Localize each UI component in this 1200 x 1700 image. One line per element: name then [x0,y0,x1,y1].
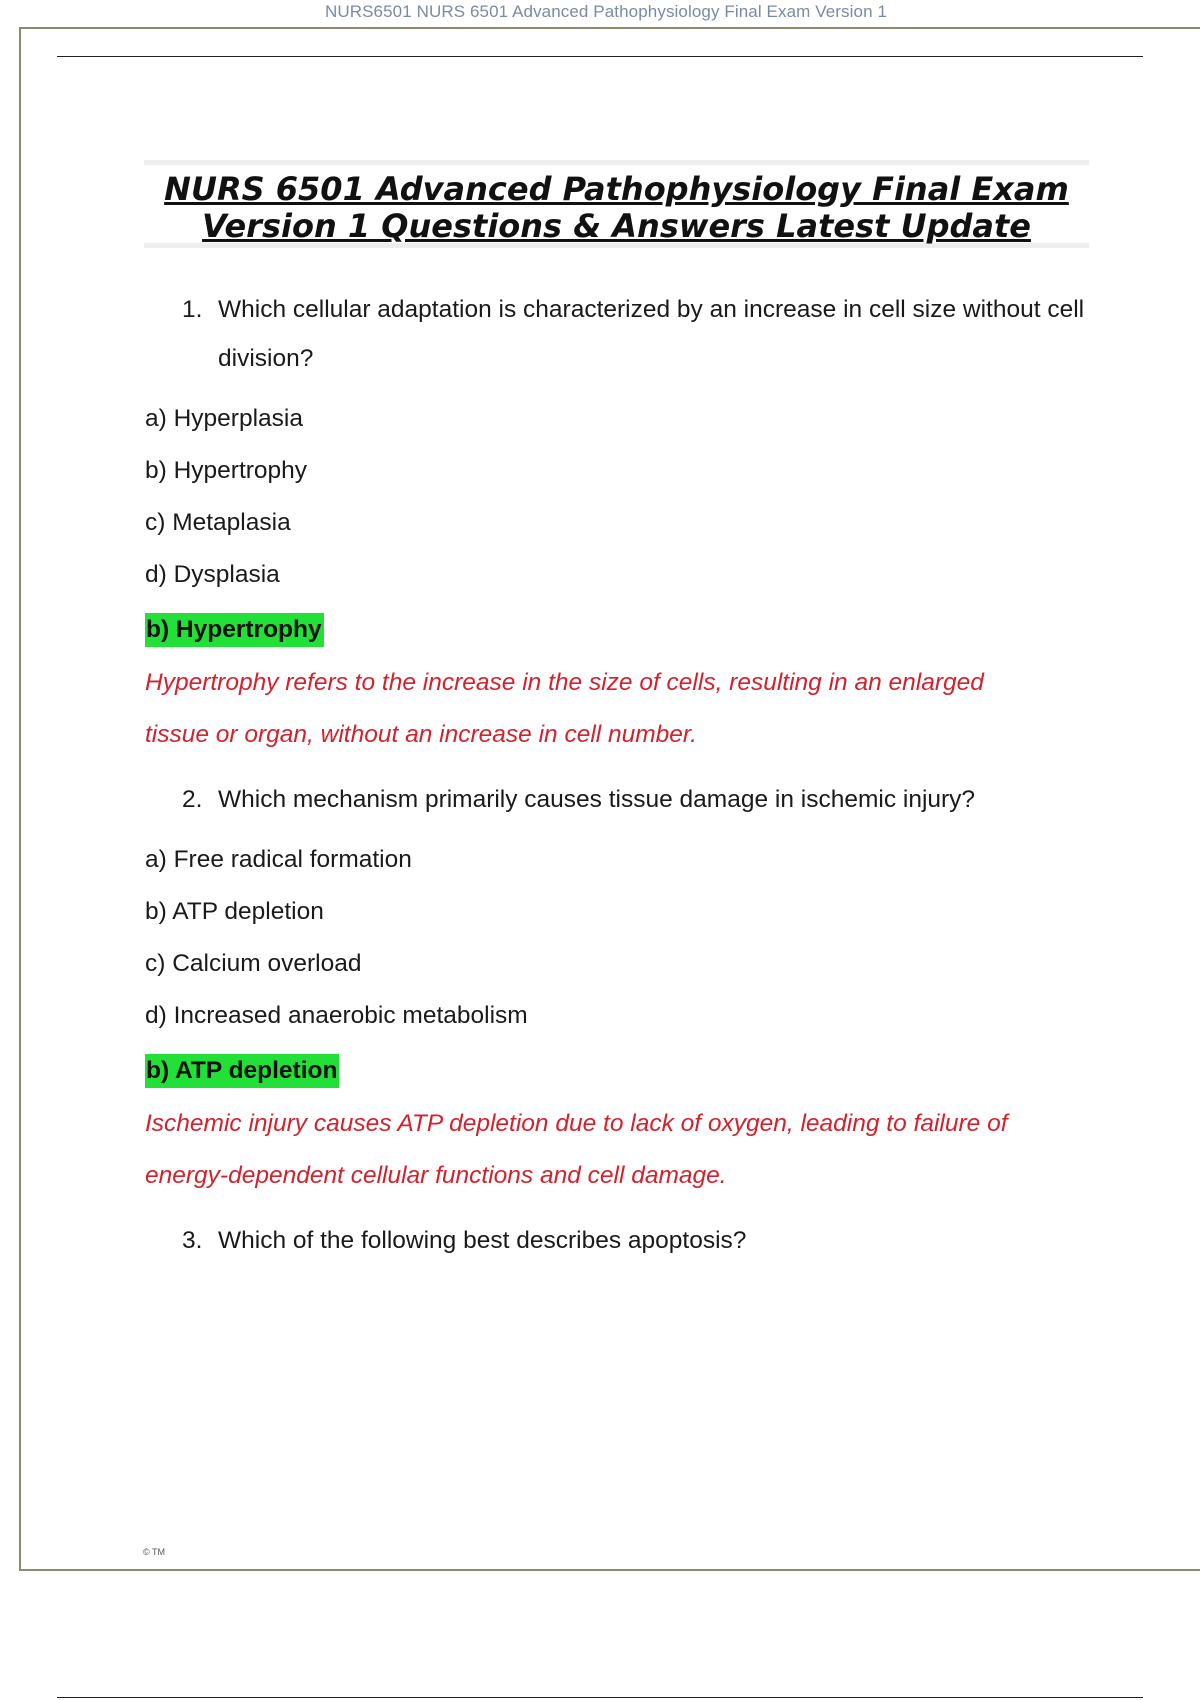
correct-answer: b) ATP depletion [145,1054,339,1088]
option-item: b) Hypertrophy [145,457,308,484]
answer-explanation: Hypertrophy refers to the increase in the size of cells, resulting in an enlarged tissue or organ, without an increase in cell number. [145,669,984,748]
title-line-1: NURS 6501 Advanced Pathophysiology Final Exam [164,170,1069,208]
options-list [145,393,1095,601]
bottom-divider [57,1697,1143,1698]
document-title [144,160,1089,248]
question-number: 1. [182,296,203,323]
question-3 [145,1216,1095,1265]
question-2 [145,775,1095,824]
answer-row [145,613,1095,653]
option-item: a) Hyperplasia [145,405,303,432]
option-item: d) Dysplasia [145,561,280,588]
exam-content [145,285,1095,1265]
top-divider [57,56,1143,57]
option-item: c) Metaplasia [145,509,291,536]
question-number: 3. [182,1227,203,1254]
option-item: c) Calcium overload [145,950,362,977]
running-header: NURS6501 NURS 6501 Advanced Pathophysiology Final Exam Version 1 [324,2,888,21]
footer-mark: © TM [143,1547,165,1557]
answer-explanation: Ischemic injury causes ATP depletion due to lack of oxygen, leading to failure of energy-dependent cellular functions and cell damage. [145,1110,1008,1189]
question-text: Which cellular adaptation is characterized by an increase in cell size without cell division? [218,296,1085,372]
question-text: Which mechanism primarily causes tissue damage in ischemic injury? [218,786,976,813]
answer-row [145,1054,1095,1094]
question-number: 2. [182,786,203,813]
question-1 [145,285,1095,383]
title-line-2: Version 1 Questions & Answers Latest Update [202,207,1031,245]
option-item: d) Increased anaerobic metabolism [145,1002,528,1029]
options-list [145,834,1095,1042]
correct-answer: b) Hypertrophy [145,613,324,647]
question-text: Which of the following best describes apoptosis? [218,1227,747,1254]
option-item: b) ATP depletion [145,898,324,925]
option-item: a) Free radical formation [145,846,412,873]
